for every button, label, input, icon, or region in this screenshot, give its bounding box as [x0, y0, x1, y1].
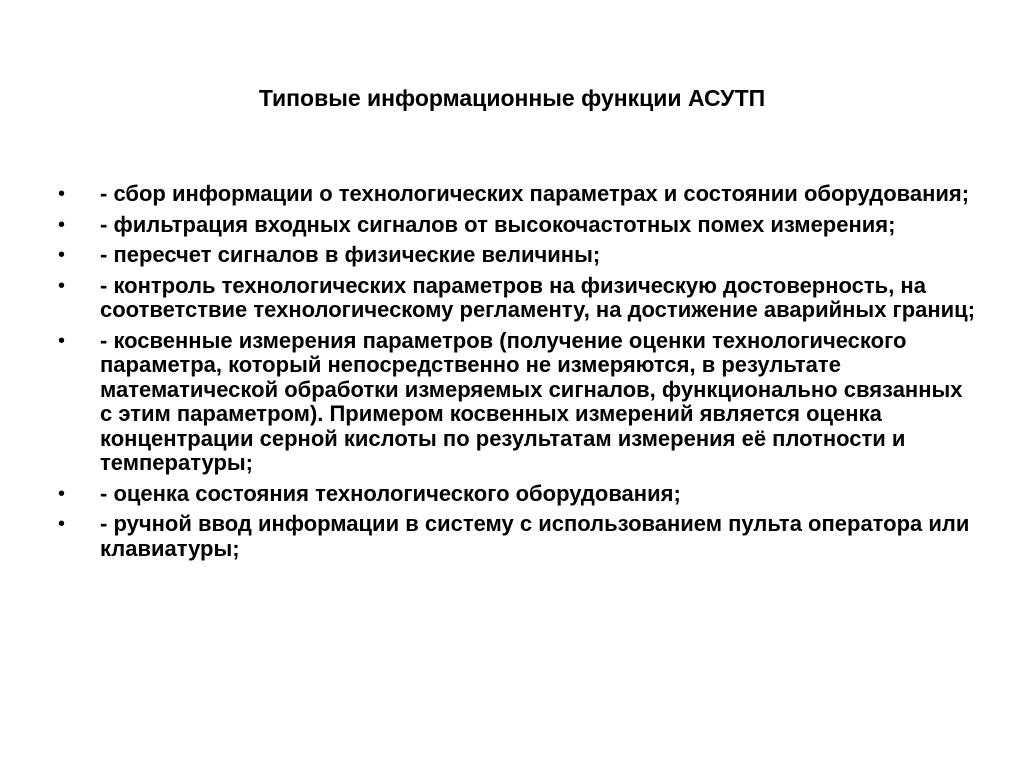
bullet-icon: • [58, 183, 66, 205]
bullet-icon: • [58, 213, 66, 236]
slide-title: Типовые информационные функции АСУТП [258, 85, 766, 111]
list-item [58, 213, 978, 238]
list-item-text: - косвенные измерения параметров (получение оценки технологического параметра, который непосредственно не измеряются, в результате математической обработки измеряемых сигналов, функционально связанных с этим параметром). Примером косвенных измерений является оценка концентрации серной кислоты по результатам измерения её плотности и температуры; [100, 327, 963, 475]
list-item-text: - контроль технологических параметров на физическую достоверность, на соответствие технологическому регламенту, на достижение аварийных границ; [100, 272, 976, 322]
list-item-text: - ручной ввод информации в систему с использованием пульта оператора или клавиатуры; [100, 511, 970, 561]
list-item-text: - фильтрация входных сигналов от высокочастотных помех измерения; [100, 211, 896, 237]
list-item-text: - пересчет сигналов в физические величины; [100, 242, 601, 267]
bullet-icon: • [58, 244, 66, 266]
bullet-icon: • [58, 513, 66, 535]
list-item [58, 329, 978, 476]
list-item [58, 243, 978, 268]
bullet-list [58, 182, 978, 567]
list-item [58, 274, 978, 323]
bullet-icon: • [58, 329, 66, 352]
bullet-icon: • [58, 482, 66, 505]
bullet-icon: • [58, 274, 66, 297]
list-item [58, 182, 978, 207]
list-item-text: - сбор информации о технологических параметрах и состоянии оборудования; [100, 181, 970, 206]
list-item-text: - оценка состояния технологического оборудования; [100, 480, 681, 506]
list-item [58, 512, 978, 561]
list-item [58, 482, 978, 507]
